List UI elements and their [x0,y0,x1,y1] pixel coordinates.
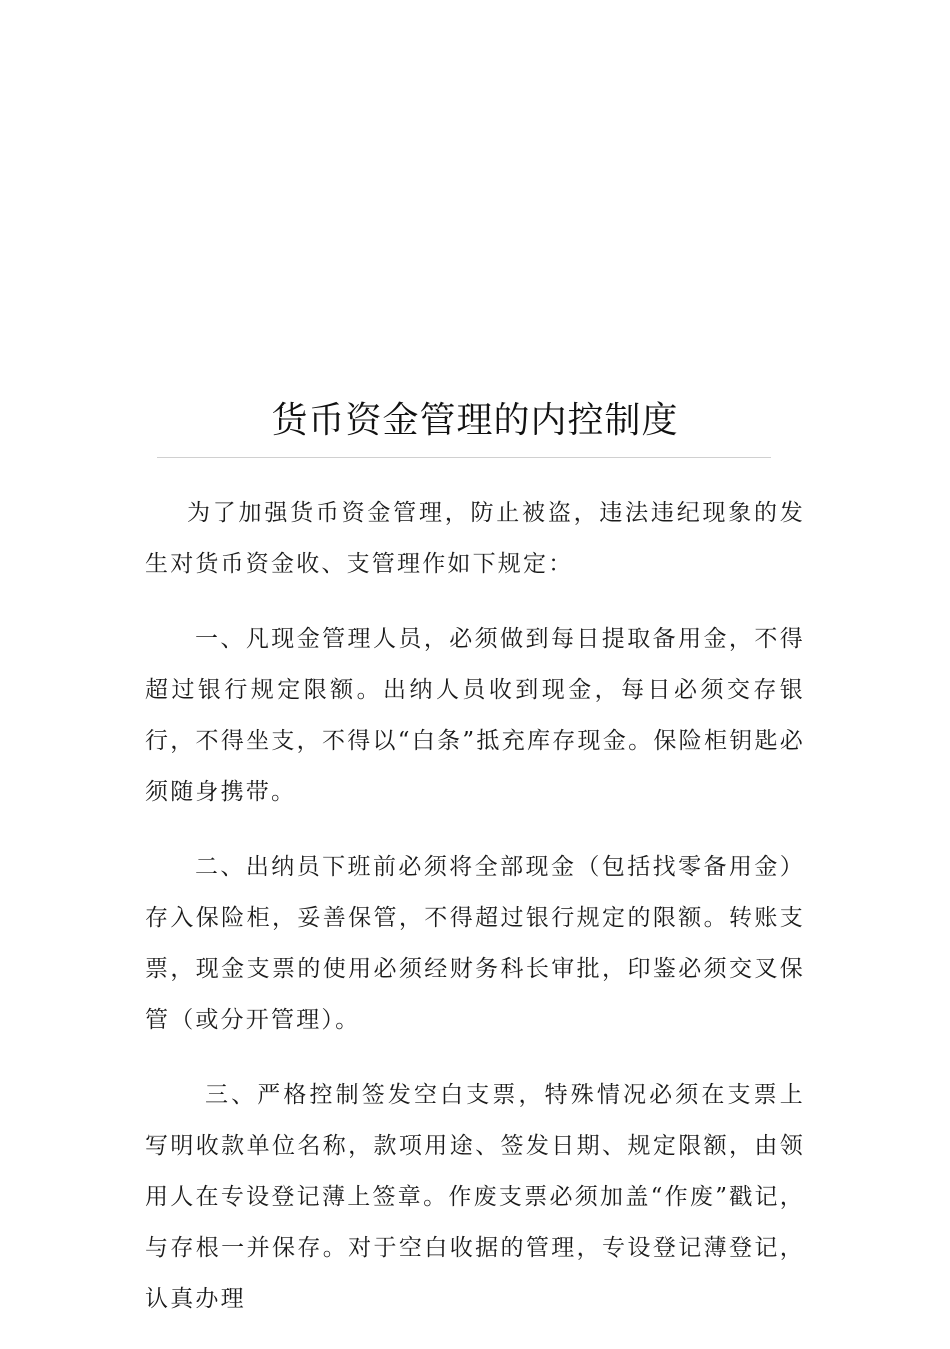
paragraph-rule-2: 二、出纳员下班前必须将全部现金（包括找零备用金）存入保险柜，妥善保管，不得超过银行规定的限额。转账支票，现金支票的使用必须经财务科长审批，印鉴必须交叉保管（或分开管理）。 [145,854,805,1033]
title-divider [157,457,771,458]
document-body [145,488,805,1349]
paragraph-intro: 为了加强货币资金管理，防止被盗，违法违纪现象的发生对货币资金收、支管理作如下规定： [145,500,805,577]
paragraph-rule-3: 三、严格控制签发空白支票，特殊情况必须在支票上写明收款单位名称，款项用途、签发日期、规定限额，由领用人在专设登记薄上签章。作废支票必须加盖“作废”戳记，与存根一并保存。对于空白收据的管理，专设登记薄登记，认真办理 [145,1082,805,1312]
document-title: 货币资金管理的内控制度 [271,400,679,441]
paragraph-rule-1: 一、凡现金管理人员，必须做到每日提取备用金，不得超过银行规定限额。出纳人员收到现金，每日必须交存银行，不得坐支，不得以“白条”抵充库存现金。保险柜钥匙必须随身携带。 [145,626,805,805]
